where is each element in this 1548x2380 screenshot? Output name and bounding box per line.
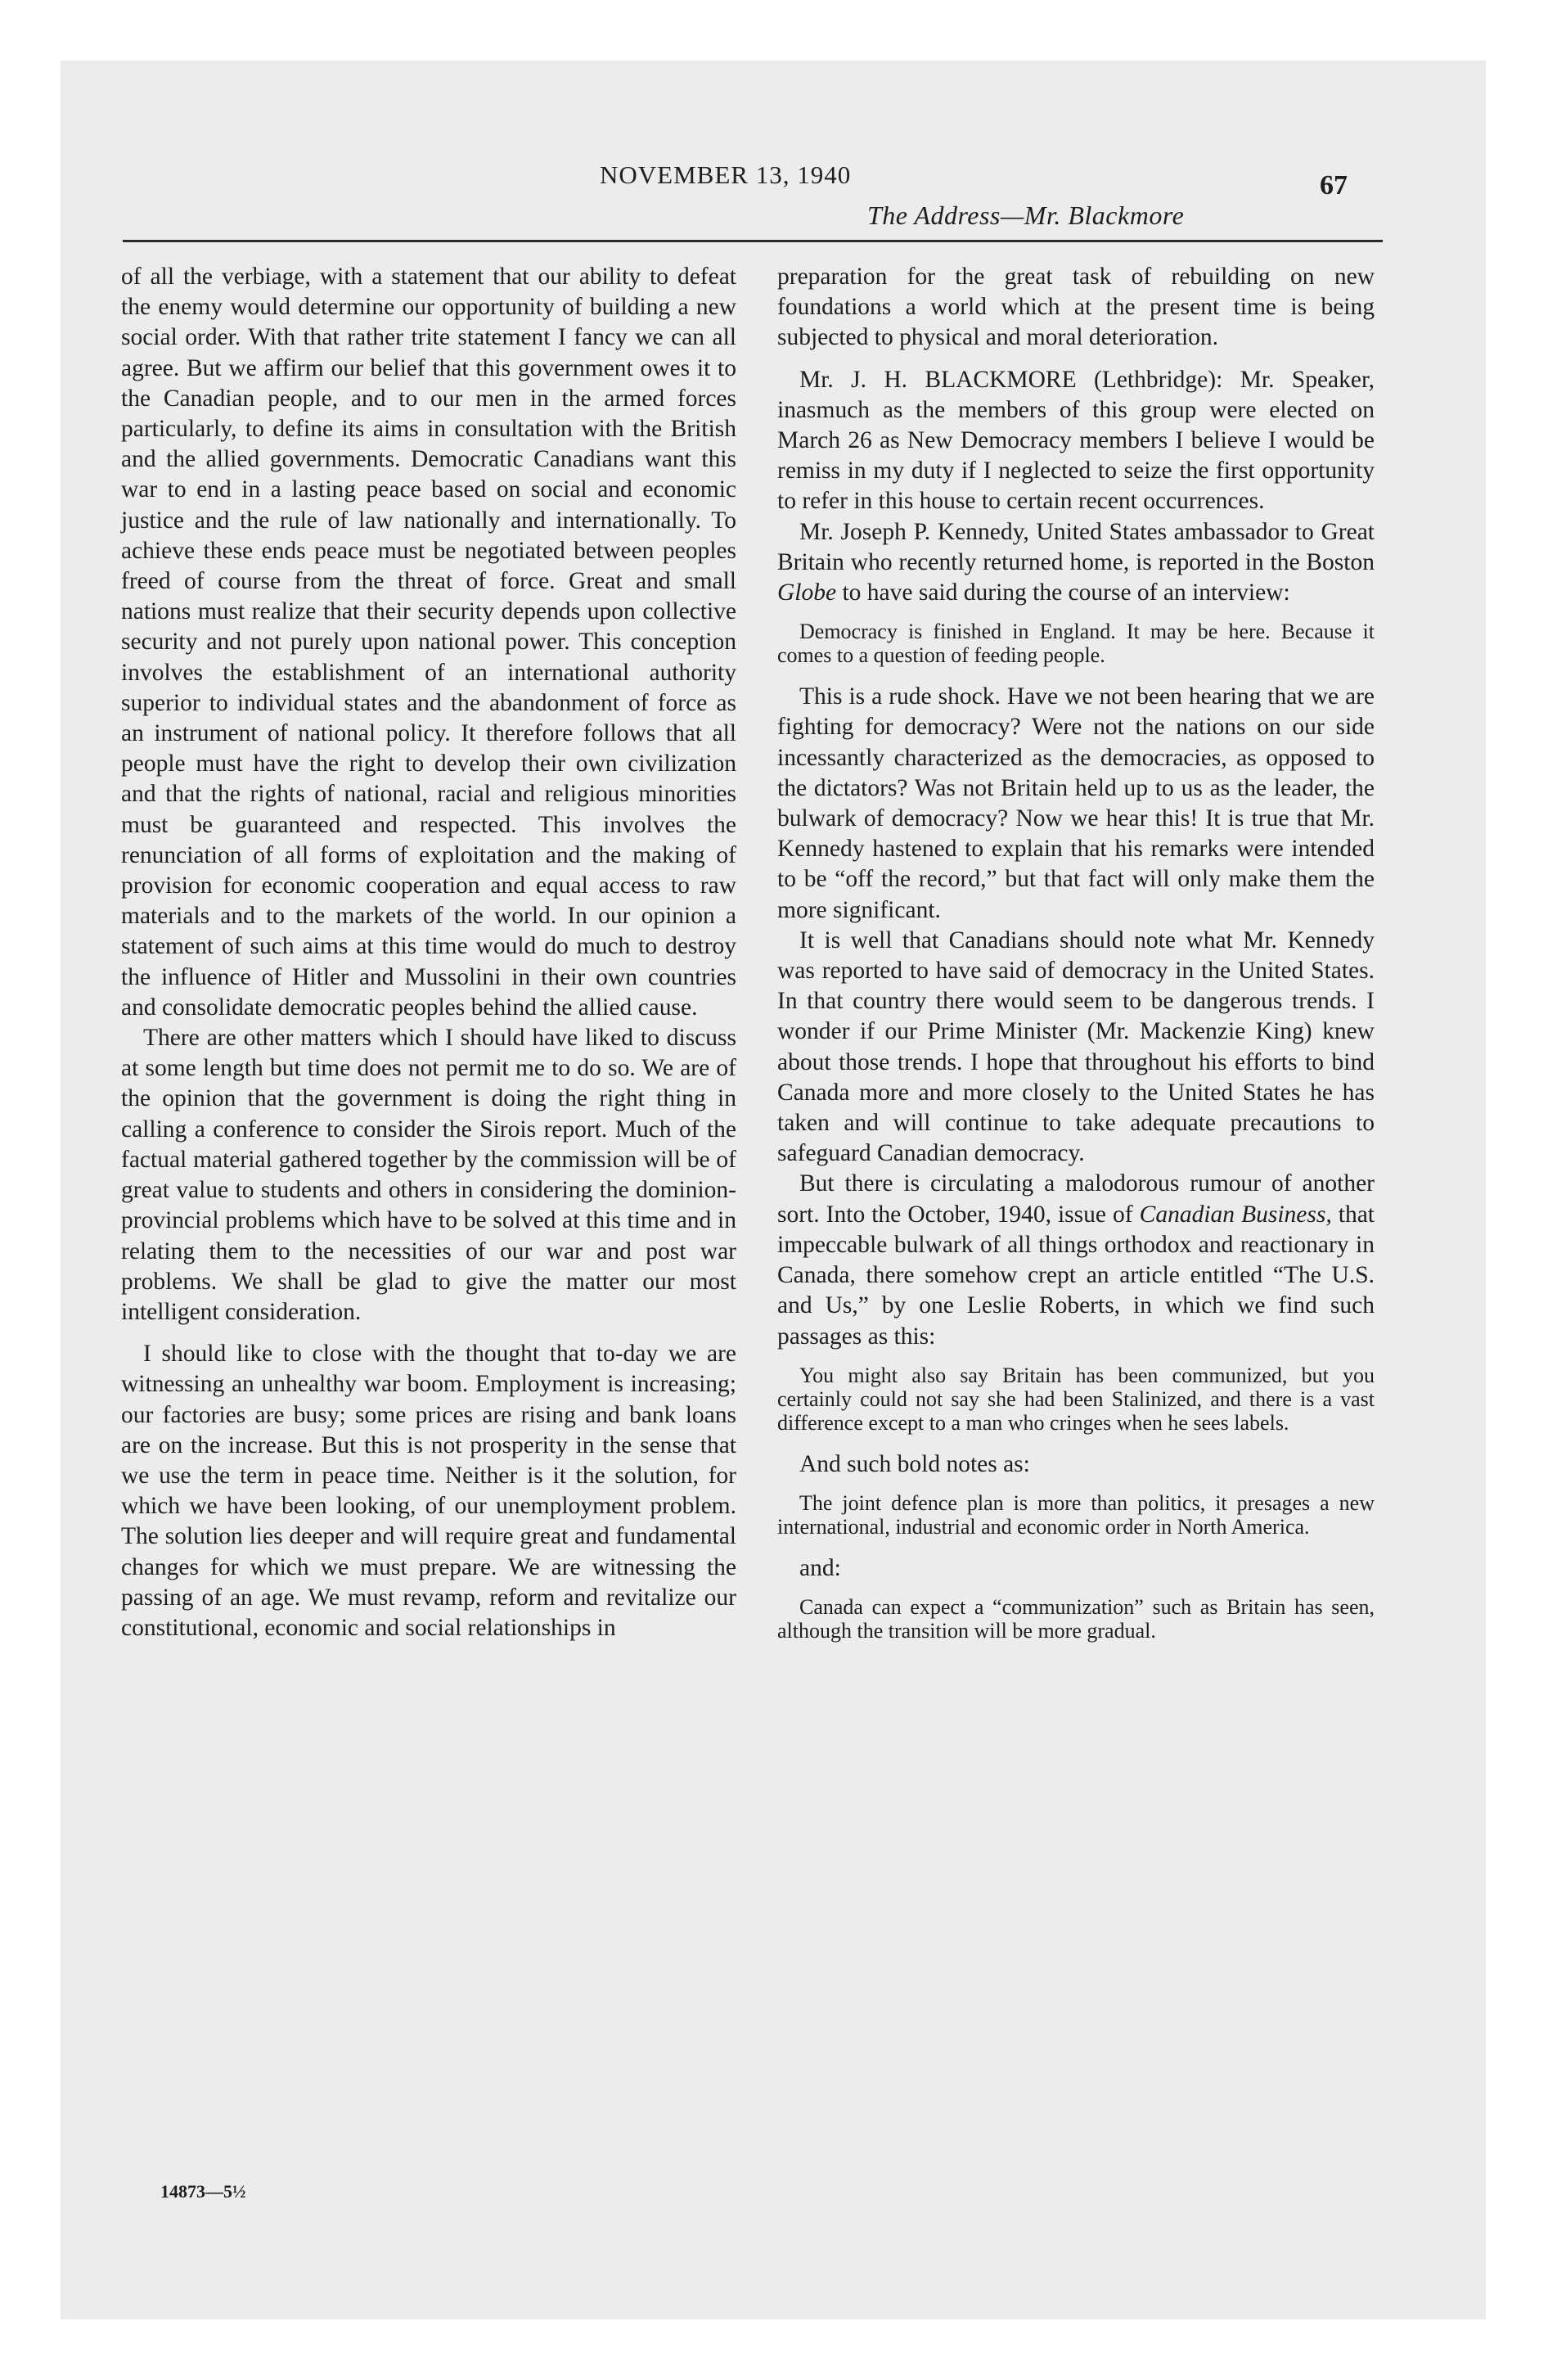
globe-title: Globe	[777, 579, 837, 606]
right-paragraph-4: This is a rude shock. Have we not been hearing that we are fighting for democracy? Were not the nations on our side incessantly characterized as the democracies, as opposed to the dictators? Was not Britain held up to us as the leader, the bulwark of democracy? Now we hear this! It is true that Mr. Kennedy hastened to explain that his remarks were intended to be “off the record,” but that fact will only make them the more significant.	[777, 683, 1375, 923]
speaker-paragraph	[777, 365, 1375, 517]
speaker-name: Mr. J. H. BLACKMORE (Lethbridge):	[799, 366, 1223, 393]
speaker-text: Mr. Speaker, inasmuch as the members of this group were elected on March 26 as New Democracy members I believe I would be remiss in my duty if I neglected to seize the first opportunity to refer in this house to certain recent occurrences.	[777, 366, 1375, 515]
right-paragraph-1: preparation for the great task of rebuilding on new foundations a world which at the present time is being subjected to physical and moral deterioration.	[777, 264, 1375, 351]
left-paragraph-3: I should like to close with the thought that to-day we are witnessing an unhealthy war boom. Employment is increasing; our factories are busy; some prices are rising and bank loans are on the increase. But this is not prosperity in the sense that we use the term in peace time. Neither is it the solution, for which we have been looking, of our unemployment problem. The solution lies deeper and will require great and fundamental changes for which we must prepare. We are witnessing the passing of an age. We must revamp, reform and revitalize our constitutional, economic and social relationships in	[121, 1341, 736, 1641]
header-rule	[123, 240, 1383, 242]
right-paragraph-6-b: that impeccable bulwark of all things orthodox and reactionary in Canada, there somehow crept an article entitled “The U.S. and Us,” by one Leslie Roberts, in which we find such passages as this:	[777, 1201, 1375, 1350]
right-paragraph-6-a: But there is circulating a malodorous rumour of another sort. Into the October, 1940, issue of	[777, 1170, 1375, 1228]
quote-roberts-1: You might also say Britain has been communized, but you certainly could not say she had been Stalinized, and there is a vast difference except to a man who cringes when he sees labels.	[777, 1363, 1375, 1435]
right-paragraph-6	[777, 1169, 1375, 1351]
right-paragraph-3-a: Mr. Joseph P. Kennedy, United States ambassador to Great Britain who recently returned home, is reported in the Boston	[777, 518, 1375, 575]
magazine-title: Canadian Business,	[1139, 1201, 1332, 1228]
lead-bold-notes: And such bold notes as:	[799, 1450, 1030, 1477]
right-paragraph-5: It is well that Canadians should note what Mr. Kennedy was reported to have said of democracy in the United States. In that country there would seem to be dangerous trends. I wonder if our Prime Minister (Mr. Mackenzie King) knew about those trends. I hope that throughout his efforts to bind Canada more and more closely to the United States he has taken and will continue to take adequate precautions to safeguard Canadian democracy.	[777, 926, 1375, 1167]
lead-and: and:	[799, 1554, 841, 1581]
left-column	[121, 262, 736, 1643]
right-column	[777, 262, 1375, 1657]
footer-code: 14873—5½	[160, 2181, 246, 2202]
quote-roberts-2: The joint defence plan is more than politics, it presages a new international, industrial and economic order in North America.	[777, 1490, 1375, 1539]
running-head: The Address—Mr. Blackmore	[867, 201, 1185, 230]
right-paragraph-3-b: to have said during the course of an interview:	[836, 579, 1290, 606]
left-paragraph-1: of all the verbiage, with a statement that our ability to defeat the enemy would determine our opportunity of building a new social order. With that rather trite statement I fancy we can all agree. But we affirm our belief that this government owes it to the Canadian people, and to our men in the armed forces particularly, to define its aims in consultation with the British and the allied governments. Democratic Canadians want this war to end in a lasting peace based on social and economic justice and the rule of law nationally and internationally. To achieve these ends peace must be negotiated between peoples freed of course from the threat of force. Great and small nations must realize that their security depends upon collective security and not purely upon national power. This conception involves the establishment of an international authority superior to individual states and the abandonment of force as an instrument of national policy. It therefore follows that all people must have the right to develop their own civilization and that the rights of national, racial and religious minorities must be guaranteed and respected. This involves the renunciation of all forms of exploitation and the making of provision for economic cooperation and equal access to raw materials and to the markets of the world. In our opinion a statement of such aims at this time would do much to destroy the influence of Hitler and Mussolini in their own countries and consolidate democratic peoples behind the allied cause.	[121, 264, 736, 1021]
page-number: 67	[1320, 170, 1348, 201]
quote-kennedy: Democracy is finished in England. It may be here. Because it comes to a question of feeding people.	[777, 620, 1375, 668]
right-paragraph-3	[777, 517, 1375, 609]
left-paragraph-2: There are other matters which I should have liked to discuss at some length but time does not permit me to do so. We are of the opinion that the government is doing the right thing in calling a conference to consider the Sirois report. Much of the factual material gathered together by the commission will be of great value to students and others in considering the dominion-provincial problems which have to be solved at this time and in relating them to the necessities of our war and post war problems. We shall be glad to give the matter our most intelligent consideration.	[121, 1025, 736, 1325]
header-date: NOVEMBER 13, 1940	[600, 160, 852, 189]
quote-roberts-3: Canada can expect a “communization” such as Britain has seen, although the transition will be more gradual.	[777, 1595, 1375, 1643]
